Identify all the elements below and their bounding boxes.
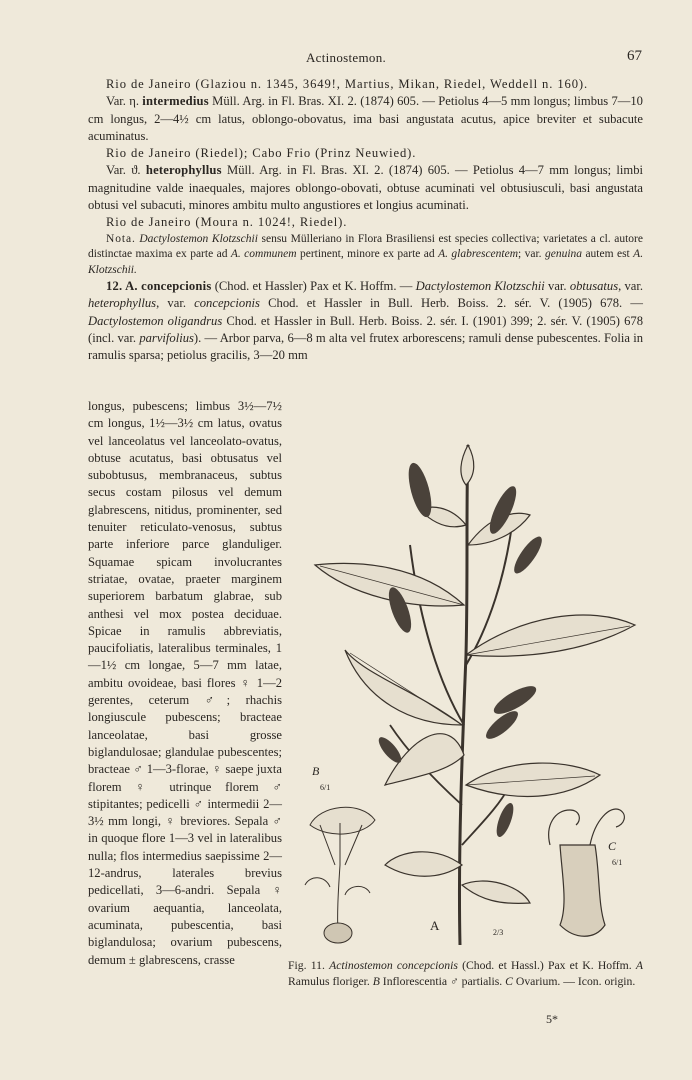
caption-title: Actinostemon concepcionis (329, 959, 458, 972)
page-number: 67 (627, 48, 642, 64)
nota-text: ; var. (518, 248, 542, 261)
leaf (462, 881, 530, 903)
species-text: ). — Arbor parva, 6—8 m alta vel frutex arborescens; ramuli dense pubescentes. Folia in ramulis sparsa; petiolus gracilis, 3—20 mm (88, 331, 643, 363)
caption-key: A (635, 959, 644, 972)
detail-bract (310, 807, 375, 834)
species-12-paragraph (88, 278, 643, 364)
caption-part: Ovarium. — Icon. origin. (515, 974, 636, 988)
detail-flower (305, 878, 330, 887)
species-heading: 12. A. concepcionis (106, 279, 212, 294)
caption-part: Ramulus floriger. (288, 974, 370, 988)
species-text: , var. (156, 296, 186, 311)
leaf (466, 763, 600, 796)
variety-name: heterophyllus (145, 163, 222, 178)
variety-name: heterophyllus (88, 296, 157, 311)
running-head-title: Actinostemon. (305, 50, 387, 65)
variety-description: Müll. Arg. in Fl. Bras. XI. 2. (1874) 605. — Petiolus 4—5 mm longus; limbus 7—10 cm longus, 2—4½ cm latus, oblongo-obovatus, ima basi angustata acutus, apice breviter et subacute acuminatus. (88, 94, 643, 143)
locality-paragraph: Rio de Janeiro (Glaziou n. 1345, 3649!, Martius, Mikan, Riedel, Weddell n. 160). (106, 77, 589, 91)
figure-caption (288, 958, 643, 989)
running-head (0, 50, 692, 70)
leaf-bud (461, 445, 474, 485)
variety-name: parvifolius (139, 331, 194, 346)
nota-text: autem est (585, 248, 630, 261)
detail-C (549, 809, 625, 936)
nota-text: pertinent, minore ex parte ad (299, 248, 435, 261)
caption-authors: (Chod. et Hassl.) Pax et K. Hoffm. (462, 959, 632, 972)
variety-label: Var. η. (106, 94, 139, 109)
variety-heterophyllus (88, 162, 643, 214)
ovary-body (560, 845, 605, 936)
detail-flower (345, 886, 370, 895)
figure-label-A-scale: 2/3 (493, 928, 504, 937)
flower-spike (510, 533, 547, 577)
variety-description: Müll. Arg. in Fl. Bras. XI. 2. (1874) 605. — Petiolus 4—7 mm longus; limbi magnitudine valde inaequales, majores oblongo-obovati, obtuse acuminati vel obtusiusculi, basi angustata obtusi vel subacuti, minores ambitu multo angustiores et longius acuminati. (88, 163, 644, 213)
caption-key: B (372, 974, 380, 988)
plant-drawing (290, 425, 650, 955)
nota-paragraph (88, 232, 643, 279)
variety-label: Var. ϑ. (106, 163, 141, 178)
synonym-name: Dactylostemon oligandrus (88, 313, 223, 328)
species-text: Chod. et Hassler in Bull. Herb. Boiss. 2. sér. V. (1905) 678. — (268, 296, 643, 311)
species-text: (Chod. et Hassler) Pax et K. Hoffm. — (214, 279, 413, 294)
figure-label-A: A (430, 918, 440, 933)
leaf (466, 615, 635, 656)
ovary-stigma (549, 810, 580, 845)
figure-label-C: C (608, 839, 617, 853)
species-text: , var. (618, 279, 644, 294)
figure-label-C-scale: 6/1 (612, 858, 623, 867)
nota-label: Nota. (106, 232, 136, 245)
variety-intermedius (88, 93, 643, 145)
species-text: Chod. et Hassler in Bull. Herb. Boiss. 2. sér. I. (1901) 399; 2. sér. V. (1905) 678 (incl. var. (88, 313, 643, 346)
variety-name: obtusatus (569, 279, 619, 294)
caption-text (288, 958, 643, 989)
locality-paragraph: Rio de Janeiro (Riedel); Cabo Frio (Prinz Neuwied). (106, 146, 417, 161)
caption-part: Inflorescentia ♂ partialis. (382, 974, 503, 988)
figure-label-B: B (312, 764, 320, 778)
taxon-name: A. glabrescentem (438, 248, 519, 261)
locality-paragraph: Rio de Janeiro (Moura n. 1024!, Riedel). (106, 215, 348, 230)
detail-ovary (324, 923, 352, 943)
taxon-name: A. communem (230, 248, 297, 261)
botanical-illustration (290, 425, 650, 955)
caption-key: C (505, 974, 513, 988)
description-continued: longus, pubescens; limbus 3½—7½ cm longus, 1½—3½ cm latus, ovatus vel lanceolatus vel lanceolato-ovatus, obtuse acutatus, basi obtusatus vel subobtusus, membranaceus, subtus secus costam pilosus vel demum glabrescens, nitidus, prominenter, sed tenuiter reticulato-venosus, subtus parte inferiore parce glanduliger. Squamae spicam involucrantes striatae, ovatae, praeter marginem superiorem barbatum glabrae, sub anthesi vel mox postea deciduae. Spicae in ramulis abbreviatis, paucifoliatis, lateralibus terminales, 1—1½ cm longae, 5—7 mm latae, ambitu ovoideae, basi flores ♀ 1—2 gerentes, ceterum ♂; rhachis longiuscule pubescens; bracteae lanceolatae, basi grosse biglandulosae; glandulae pubescentes; bracteae ♂ 1—3-florae, ♀ saepe juxta florem ♀ utrinque florem ♂ stipitantes; pedicelli ♂ intermedii 2—3½ mm longi, ♀ breviores. Sepala ♂ in quoque flore 1—3 vel in lateralibus nulla; flos intermedius saepissime 2—12-andrus, laterales brevius pedicellati, 3—6-andri. Sepala ♀ ovarium aequantia, lanceolata, acuminata, pubescentia, basi biglandulosa; ovarium pubescens, demum ± glabrescens, crasse (88, 399, 282, 967)
leaf (385, 852, 462, 876)
species-text: var. (548, 279, 567, 294)
caption-fig-number: Fig. 11. (288, 959, 325, 972)
main-text (88, 76, 643, 365)
narrow-column-text (88, 398, 282, 969)
taxon-name: A. Klotzschii. (88, 248, 644, 276)
taxon-name: Dactylostemon Klotzschii (139, 232, 258, 245)
variety-name: intermedius (142, 94, 209, 109)
detail-B (305, 807, 375, 943)
synonym-name: Dactylostemon Klotzschii (415, 279, 545, 294)
signature-mark: 5* (546, 1012, 558, 1026)
nota-text: sensu Mülleriano in Flora Brasiliensi est species collectiva; varietates a cl. autore distinctae maxima ex parte ad (88, 232, 643, 261)
variety-name: concepcionis (194, 296, 260, 311)
taxon-name: genuina (544, 248, 583, 261)
figure-label-B-scale: 6/1 (320, 783, 331, 792)
